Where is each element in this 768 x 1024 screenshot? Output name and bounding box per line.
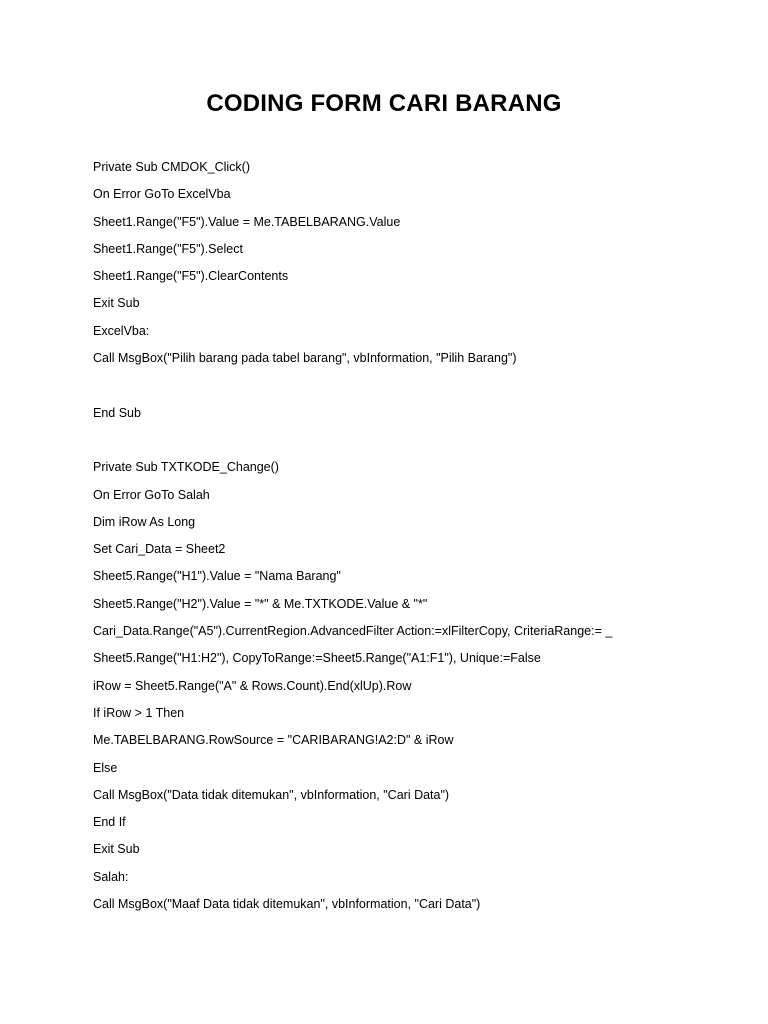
code-line: Salah: bbox=[93, 869, 129, 884]
code-blank-line bbox=[93, 427, 753, 454]
code-listing bbox=[93, 154, 753, 918]
code-line: Sheet5.Range("H2").Value = "*" & Me.TXTKODE.Value & "*" bbox=[93, 596, 428, 611]
code-line: Sheet1.Range("F5").Select bbox=[93, 241, 243, 256]
code-line: Else bbox=[93, 760, 118, 775]
code-line: On Error GoTo Salah bbox=[93, 487, 210, 502]
code-line: Call MsgBox("Pilih barang pada tabel barang", vbInformation, "Pilih Barang") bbox=[93, 351, 517, 366]
code-line: If iRow > 1 Then bbox=[93, 705, 185, 720]
code-line: Exit Sub bbox=[93, 842, 140, 857]
code-line: On Error GoTo ExcelVba bbox=[93, 187, 231, 202]
code-line: Call MsgBox("Data tidak ditemukan", vbInformation, "Cari Data") bbox=[93, 787, 450, 802]
code-line: Sheet1.Range("F5").ClearContents bbox=[93, 269, 289, 284]
code-line: Call MsgBox("Maaf Data tidak ditemukan", vbInformation, "Cari Data") bbox=[93, 897, 481, 912]
code-line: Sheet5.Range("H1").Value = "Nama Barang" bbox=[93, 569, 341, 584]
code-line: Cari_Data.Range("A5").CurrentRegion.AdvancedFilter Action:=xlFilterCopy, CriteriaRange:= _ bbox=[93, 624, 613, 639]
code-line: Set Cari_Data = Sheet2 bbox=[93, 542, 226, 557]
code-line: ExcelVba: bbox=[93, 323, 150, 338]
code-blank-line bbox=[93, 372, 753, 399]
code-line: Sheet5.Range("H1:H2"), CopyToRange:=Sheet5.Range("A1:F1"), Unique:=False bbox=[93, 651, 541, 666]
code-line: Sheet1.Range("F5").Value = Me.TABELBARANG.Value bbox=[93, 214, 401, 229]
code-line: End If bbox=[93, 815, 126, 830]
code-line: Exit Sub bbox=[93, 296, 140, 311]
code-line: Dim iRow As Long bbox=[93, 514, 196, 529]
code-line: Private Sub CMDOK_Click() bbox=[93, 160, 250, 174]
document-title: CODING FORM CARI BARANG bbox=[206, 90, 562, 117]
code-line: End Sub bbox=[93, 405, 141, 420]
code-line: Private Sub TXTKODE_Change() bbox=[93, 460, 279, 475]
code-line: Me.TABELBARANG.RowSource = "CARIBARANG!A2:D" & iRow bbox=[93, 733, 454, 748]
code-line: iRow = Sheet5.Range("A" & Rows.Count).End(xlUp).Row bbox=[93, 678, 412, 693]
